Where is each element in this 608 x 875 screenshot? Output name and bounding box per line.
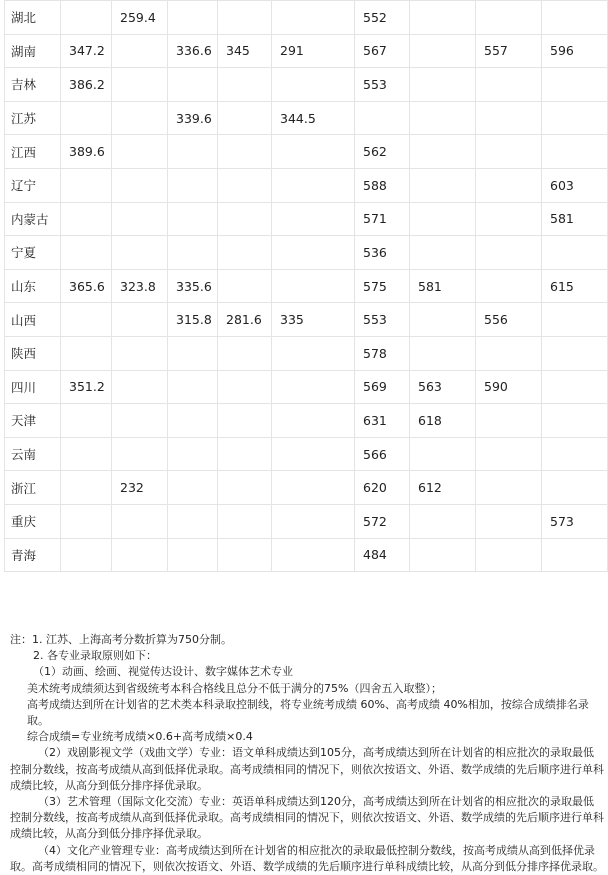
score-cell (112, 101, 168, 135)
province-cell: 云南 (5, 437, 61, 471)
score-cell (218, 504, 272, 538)
score-cell: 259.4 (112, 1, 168, 35)
score-cell (542, 437, 608, 471)
province-cell: 江苏 (5, 101, 61, 135)
province-cell: 江西 (5, 135, 61, 169)
score-cell (272, 370, 355, 404)
score-cell (168, 236, 218, 270)
score-cell (61, 202, 112, 236)
score-cell (61, 404, 112, 438)
score-cell (218, 437, 272, 471)
score-cell (476, 538, 542, 572)
province-cell: 湖北 (5, 1, 61, 35)
score-cell (542, 404, 608, 438)
score-cell (410, 538, 476, 572)
score-cell: 536 (355, 236, 410, 270)
score-cell (476, 68, 542, 102)
score-cell (168, 370, 218, 404)
score-cell (112, 370, 168, 404)
admission-score-table (4, 0, 608, 572)
score-cell: 603 (542, 168, 608, 202)
score-cell (218, 404, 272, 438)
note-7: （2）戏剧影视文学（戏曲文学）专业：语文单科成绩达到105分，高考成绩达到所在计划省的相应批次的录取最低控制分数线，按高考成绩从高到低择优录取。高考成绩相同的情况下，则依次按语文、外语、数学成绩的先后顺序进行单科成绩比较，从高分到低分排序择优录取。 (10, 746, 604, 792)
score-cell: 336.6 (168, 34, 218, 68)
score-cell (410, 101, 476, 135)
score-cell (542, 336, 608, 370)
score-cell (168, 437, 218, 471)
score-cell (410, 236, 476, 270)
score-cell: 351.2 (61, 370, 112, 404)
score-cell: 335 (272, 303, 355, 337)
score-cell (272, 437, 355, 471)
score-cell (218, 202, 272, 236)
score-cell (112, 135, 168, 169)
score-cell: 575 (355, 269, 410, 303)
note-3: （1）动画、绘画、视觉传达设计、数字媒体艺术专业 (33, 665, 293, 679)
province-cell: 浙江 (5, 471, 61, 505)
score-cell: 572 (355, 504, 410, 538)
province-cell: 山东 (5, 269, 61, 303)
score-cell: 553 (355, 303, 410, 337)
score-cell: 347.2 (61, 34, 112, 68)
score-cell (61, 504, 112, 538)
score-cell (168, 471, 218, 505)
score-cell (112, 34, 168, 68)
score-cell: 386.2 (61, 68, 112, 102)
table-row (5, 471, 608, 505)
score-cell (168, 336, 218, 370)
score-cell: 631 (355, 404, 410, 438)
score-cell (476, 471, 542, 505)
score-cell: 615 (542, 269, 608, 303)
province-cell: 天津 (5, 404, 61, 438)
score-cell: 232 (112, 471, 168, 505)
score-cell: 344.5 (272, 101, 355, 135)
score-cell (476, 404, 542, 438)
table-row (5, 404, 608, 438)
score-cell (476, 168, 542, 202)
score-cell (61, 101, 112, 135)
score-cell (218, 101, 272, 135)
score-cell (476, 269, 542, 303)
score-cell (542, 538, 608, 572)
score-cell (476, 202, 542, 236)
note-6: 综合成绩=专业统考成绩×0.6+高考成绩×0.4 (27, 730, 253, 744)
score-cell (476, 1, 542, 35)
score-cell (61, 236, 112, 270)
score-cell (410, 68, 476, 102)
score-cell: 596 (542, 34, 608, 68)
score-cell (218, 236, 272, 270)
score-cell: 291 (272, 34, 355, 68)
score-cell: 588 (355, 168, 410, 202)
table-row (5, 1, 608, 35)
table-row (5, 437, 608, 471)
score-cell: 567 (355, 34, 410, 68)
province-cell: 吉林 (5, 68, 61, 102)
score-cell (476, 236, 542, 270)
score-cell (61, 168, 112, 202)
province-cell: 青海 (5, 538, 61, 572)
score-cell (476, 504, 542, 538)
table-row (5, 370, 608, 404)
score-cell (112, 202, 168, 236)
score-cell (542, 1, 608, 35)
province-cell: 山西 (5, 303, 61, 337)
table-body (5, 1, 608, 572)
score-cell: 569 (355, 370, 410, 404)
score-cell (112, 437, 168, 471)
score-cell: 389.6 (61, 135, 112, 169)
province-cell: 宁夏 (5, 236, 61, 270)
score-cell (168, 168, 218, 202)
table-row (5, 538, 608, 572)
note-5: 高考成绩达到所在计划省的艺术类本科录取控制线，将专业统考成绩 60%、高考成绩 40%相加，按综合成绩排名录取。 (27, 697, 589, 728)
score-cell: 556 (476, 303, 542, 337)
score-cell: 581 (542, 202, 608, 236)
score-cell: 339.6 (168, 101, 218, 135)
score-cell (272, 1, 355, 35)
score-cell (168, 504, 218, 538)
score-cell: 573 (542, 504, 608, 538)
score-cell: 563 (410, 370, 476, 404)
score-cell (542, 68, 608, 102)
score-cell (112, 336, 168, 370)
score-cell (168, 404, 218, 438)
score-cell (542, 370, 608, 404)
score-cell (410, 303, 476, 337)
score-cell (476, 101, 542, 135)
score-cell: 590 (476, 370, 542, 404)
score-cell: 365.6 (61, 269, 112, 303)
score-cell (168, 1, 218, 35)
score-cell (410, 34, 476, 68)
score-cell (218, 370, 272, 404)
score-cell: 315.8 (168, 303, 218, 337)
score-cell (61, 437, 112, 471)
score-cell (542, 303, 608, 337)
score-cell (272, 404, 355, 438)
score-cell: 571 (355, 202, 410, 236)
score-cell (218, 68, 272, 102)
table-row (5, 202, 608, 236)
score-cell (61, 336, 112, 370)
score-cell: 557 (476, 34, 542, 68)
score-cell: 612 (410, 471, 476, 505)
table-row (5, 303, 608, 337)
table-row (5, 34, 608, 68)
province-cell: 湖南 (5, 34, 61, 68)
score-cell (410, 437, 476, 471)
table-row (5, 269, 608, 303)
province-cell: 辽宁 (5, 168, 61, 202)
score-cell (168, 538, 218, 572)
score-cell (112, 404, 168, 438)
score-cell (542, 101, 608, 135)
score-cell: 578 (355, 336, 410, 370)
score-cell: 566 (355, 437, 410, 471)
score-cell (272, 202, 355, 236)
score-cell (168, 202, 218, 236)
score-cell (112, 68, 168, 102)
score-cell (272, 68, 355, 102)
note-2: 2. 各专业录取原则如下： (33, 649, 157, 663)
score-cell (272, 504, 355, 538)
score-cell: 484 (355, 538, 410, 572)
score-cell (61, 303, 112, 337)
score-cell (218, 471, 272, 505)
score-cell (476, 135, 542, 169)
score-cell: 553 (355, 68, 410, 102)
score-cell (168, 135, 218, 169)
score-cell (410, 504, 476, 538)
score-cell (218, 336, 272, 370)
score-cell: 620 (355, 471, 410, 505)
note-9: （4）文化产业管理专业：高考成绩达到所在计划省的相应批次的录取最低控制分数线，按高考成绩从高到低择优录取。高考成绩相同的情况下，则依次按语文、外语、数学成绩的先后顺序进行单科成绩比较，从高分到低分排序择优录取。 (10, 843, 604, 873)
score-cell: 552 (355, 1, 410, 35)
province-cell: 四川 (5, 370, 61, 404)
score-cell (218, 1, 272, 35)
score-cell (112, 504, 168, 538)
table-row (5, 68, 608, 102)
table-row (5, 236, 608, 270)
note-4: 美术统考成绩须达到省级统考本科合格线且总分不低于满分的75%（四舍五入取整）； (27, 681, 442, 695)
score-cell (476, 336, 542, 370)
score-cell: 345 (218, 34, 272, 68)
score-cell (272, 336, 355, 370)
score-cell (410, 135, 476, 169)
score-cell (272, 471, 355, 505)
table-row (5, 504, 608, 538)
score-cell: 335.6 (168, 269, 218, 303)
score-cell (410, 168, 476, 202)
score-cell (410, 336, 476, 370)
score-cell (410, 202, 476, 236)
score-cell: 323.8 (112, 269, 168, 303)
score-cell (272, 168, 355, 202)
score-cell (355, 101, 410, 135)
score-cell (272, 538, 355, 572)
score-cell: 581 (410, 269, 476, 303)
notes-section (10, 632, 604, 875)
score-cell: 562 (355, 135, 410, 169)
score-cell (410, 1, 476, 35)
score-cell: 281.6 (218, 303, 272, 337)
score-cell (272, 269, 355, 303)
score-cell (61, 1, 112, 35)
score-cell (476, 437, 542, 471)
province-cell: 内蒙古 (5, 202, 61, 236)
score-cell (542, 236, 608, 270)
table-row (5, 135, 608, 169)
score-cell (168, 68, 218, 102)
note-8: （3）艺术管理（国际文化交流）专业：英语单科成绩达到120分，高考成绩达到所在计划省的相应批次的录取最低控制分数线，按高考成绩从高到低择优录取。高考成绩相同的情况下，则依次按语文、外语、数学成绩的先后顺序进行单科成绩比较，从高分到低分排序择优录取。 (10, 795, 604, 841)
score-cell: 618 (410, 404, 476, 438)
score-cell (218, 168, 272, 202)
table-row (5, 336, 608, 370)
score-cell (218, 135, 272, 169)
score-cell (112, 303, 168, 337)
score-cell (112, 168, 168, 202)
score-cell (112, 538, 168, 572)
score-cell (61, 538, 112, 572)
score-cell (218, 538, 272, 572)
province-cell: 陕西 (5, 336, 61, 370)
note-1: 注：1. 江苏、上海高考分数折算为750分制。 (10, 633, 232, 646)
score-cell (61, 471, 112, 505)
table-row (5, 101, 608, 135)
table-row (5, 168, 608, 202)
score-cell (272, 236, 355, 270)
score-cell (112, 236, 168, 270)
score-cell (272, 135, 355, 169)
score-cell (218, 269, 272, 303)
score-cell (542, 471, 608, 505)
province-cell: 重庆 (5, 504, 61, 538)
score-cell (542, 135, 608, 169)
